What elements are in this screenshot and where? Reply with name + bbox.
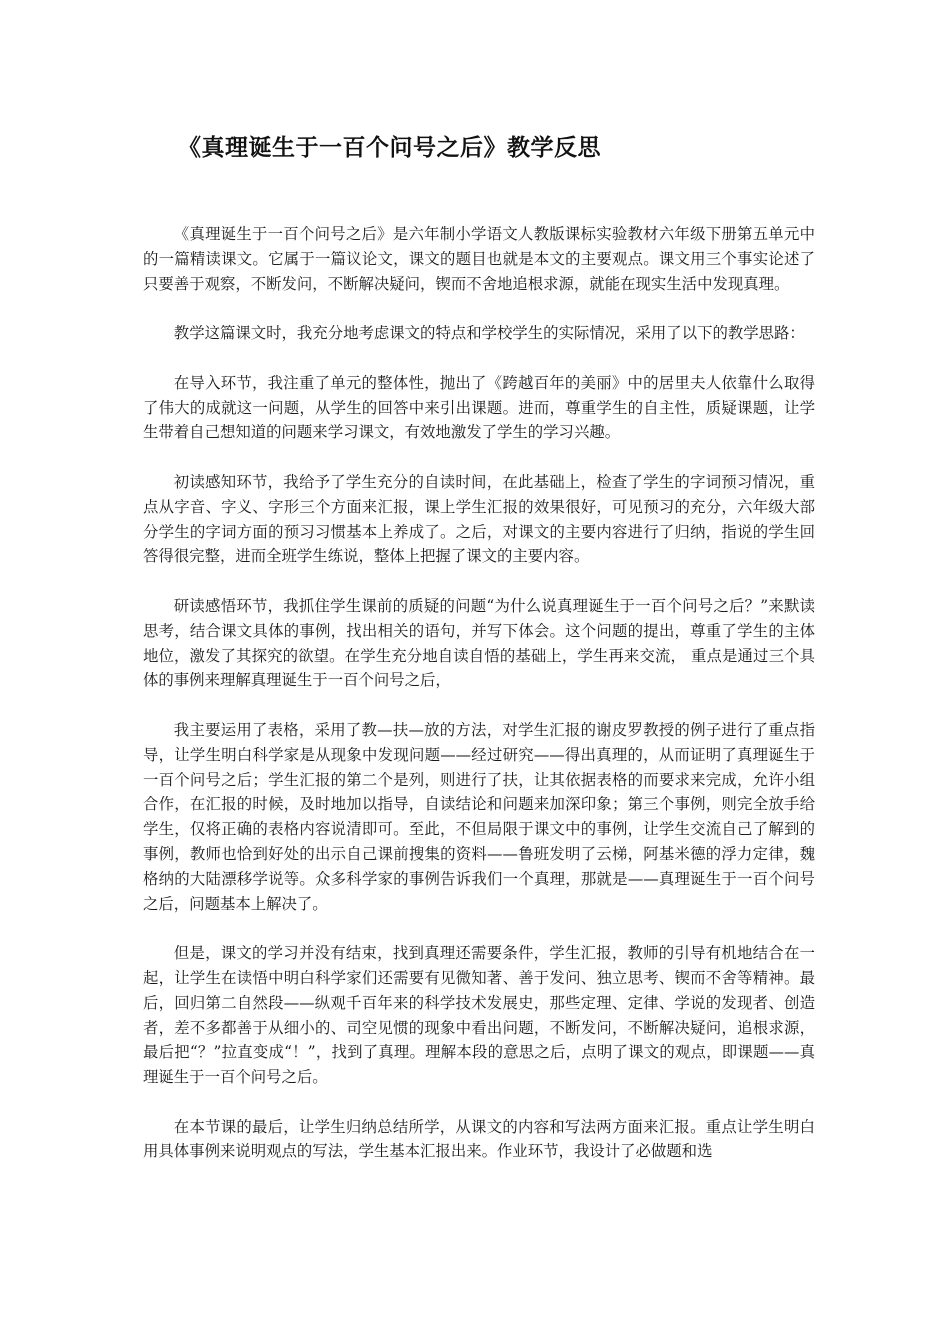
document-body [143,222,815,1189]
paragraph-7: 但是，课文的学习并没有结束，找到真理还需要条件，学生汇报，教师的引导有机地结合在一起，让学生在读悟中明白科学家们还需要有见微知著、善于发问、独立思考、锲而不舍等精神。最后，回归第二自然段——纵观千百年来的科学技术发展史，那些定理、定律、学说的发现者、创造者，差不多都善于从细小的、司空见惯的现象中看出问题，不断发问，不断解决疑问，追根求源，最后把“？”拉直变成“！”，找到了真理。理解本段的意思之后，点明了课文的观点，即课题——真理诞生于一百个问号之后。 [143,944,815,1087]
paragraph-6: 我主要运用了表格，采用了教—扶—放的方法，对学生汇报的谢皮罗教授的例子进行了重点指导，让学生明白科学家是从现象中发现问题——经过研究——得出真理的，从而证明了真理诞生于一百个问号之后；学生汇报的第二个是列，则进行了扶，让其依据表格的而要求来完成，允许小组合作，在汇报的时候，及时地加以指导，自读结论和问题来加深印象；第三个事例，则完全放手给学生，仅将正确的表格内容说清即可。至此，不但局限于课文中的事例，让学生交流自己了解到的事例，教师也恰到好处的出示自己课前搜集的资料——鲁班发明了云梯，阿基米德的浮力定律，魏格纳的大陆漂移学说等。众多科学家的事例告诉我们一个真理，那就是——真理诞生于一百个问号之后，问题基本上解决了。 [143,720,815,913]
document-title: 《真理诞生于一百个问号之后》教学反思 [178,134,601,161]
paragraph-8: 在本节课的最后，让学生归纳总结所学，从课文的内容和写法两方面来汇报。重点让学生明白用具体事例来说明观点的写法，学生基本汇报出来。作业环节，我设计了必做题和选 [143,1117,815,1161]
paragraph-5: 研读感悟环节，我抓住学生课前的质疑的问题“为什么说真理诞生于一百个问号之后？”来默读思考，结合课文具体的事例，找出相关的语句，并写下体会。这个问题的提出，尊重了学生的主体地位，激发了其探究的欲望。在学生充分地自读自悟的基础上，学生再来交流， 重点是通过三个具体的事例来理解真理诞生于一百个问号之后， [143,596,815,690]
paragraph-1: 《真理诞生于一百个问号之后》是六年制小学语文人教版课标实验教材六年级下册第五单元中的一篇精读课文。它属于一篇议论文，课文的题目也就是本文的主要观点。课文用三个事实论述了只要善于观察，不断发问，不断解决疑问，锲而不舍地追根求源，就能在现实生活中发现真理。 [143,225,815,293]
paragraph-3: 在导入环节，我注重了单元的整体性，抛出了《跨越百年的美丽》中的居里夫人依靠什么取得了伟大的成就这一问题，从学生的回答中来引出课题。进而，尊重学生的自主性，质疑课题，让学生带着自己想知道的问题来学习课文，有效地激发了学生的学习兴趣。 [143,373,815,442]
paragraph-4: 初读感知环节，我给予了学生充分的自读时间，在此基础上，检查了学生的字词预习情况，重点从字音、字义、字形三个方面来汇报，课上学生汇报的效果很好，可见预习的充分，六年级大部分学生的字词方面的预习习惯基本上养成了。之后，对课文的主要内容进行了归纳，指说的学生回答得很完整，进而全班学生练说，整体上把握了课文的主要内容。 [143,472,815,566]
paragraph-2: 教学这篇课文时，我充分地考虑课文的特点和学校学生的实际情况，采用了以下的教学思路： [173,324,805,343]
